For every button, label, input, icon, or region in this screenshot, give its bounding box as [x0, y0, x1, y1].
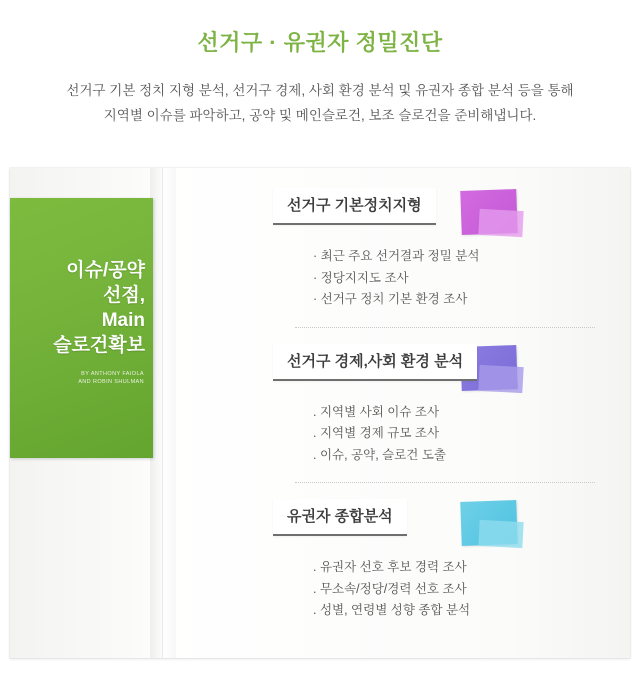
list-item: . 유권자 선호 후보 경력 조사 — [313, 560, 467, 574]
cover-author-line-1: BY ANTHONY FAIOLA — [81, 371, 144, 377]
list-item: . 지역별 사회 이슈 조사 — [313, 404, 440, 419]
section-title-plate — [273, 188, 436, 225]
section-title-plate — [273, 344, 477, 381]
cover-title-line-3: Main — [101, 310, 145, 332]
list-item: . 성별, 연령별 성향 종합 분석 — [313, 603, 471, 617]
section-heading-row — [273, 497, 615, 543]
sticky-note-violet-secondary-icon — [478, 209, 523, 237]
section-basic-political-landscape — [185, 186, 615, 311]
section-economy-society-analysis — [185, 342, 615, 467]
section-divider — [295, 482, 595, 483]
sections-list — [185, 186, 615, 622]
page-title: 선거구 · 유권자 정밀진단 — [197, 30, 443, 55]
page-header — [0, 0, 640, 129]
page-subtitle — [50, 79, 590, 129]
list-item: · 최근 주요 선거결과 정밀 분석 — [313, 249, 480, 263]
list-item: . 무소속/정당/경력 선호 조사 — [313, 581, 467, 596]
list-item: . 이슈, 공약, 슬로건 도출 — [313, 447, 446, 462]
sticky-note-purple-secondary-icon — [478, 364, 523, 392]
section-title: 선거구 경제,사회 환경 분석 — [287, 352, 464, 370]
section-title: 선거구 기본정치지형 — [287, 197, 422, 214]
subtitle-line-2: 지역별 이슈를 파악하고, 공약 및 메인슬로건, 보조 슬로건을 준비해냅니다. — [103, 107, 537, 123]
section-items — [313, 402, 615, 467]
section-title: 유권자 종합분석 — [287, 508, 393, 525]
book-spine-shadow — [150, 168, 176, 658]
section-items — [313, 246, 615, 311]
list-item: · 선거구 정치 기본 환경 조사 — [313, 292, 468, 306]
book-spread-illustration — [10, 168, 630, 658]
section-heading-row — [273, 186, 615, 232]
list-item: . 지역별 경제 규모 조사 — [313, 426, 440, 440]
book-cover-title — [10, 258, 145, 358]
cover-author-line-2: AND ROBIN SHULMAN — [78, 379, 144, 386]
book-cover — [10, 198, 153, 458]
section-voter-comprehensive-analysis — [185, 497, 615, 622]
list-item: · 정당지지도 조사 — [313, 270, 409, 285]
subtitle-line-1: 선거구 기본 정치 지형 분석, 선거구 경제, 사회 환경 분석 및 유권자 종합 분석 등을 통해 — [66, 83, 574, 98]
section-divider — [295, 327, 595, 328]
section-title-plate — [273, 499, 407, 536]
cover-title-line-2: 선점, — [103, 285, 145, 307]
cover-title-line-4: 슬로건확보 — [53, 335, 145, 357]
book-spine-line — [162, 168, 163, 658]
sticky-note-cyan-secondary-icon — [478, 520, 523, 548]
cover-title-line-1: 이슈/공약 — [66, 260, 145, 281]
section-heading-row — [273, 342, 615, 388]
book-cover-authors — [10, 370, 144, 387]
section-items — [313, 557, 615, 622]
